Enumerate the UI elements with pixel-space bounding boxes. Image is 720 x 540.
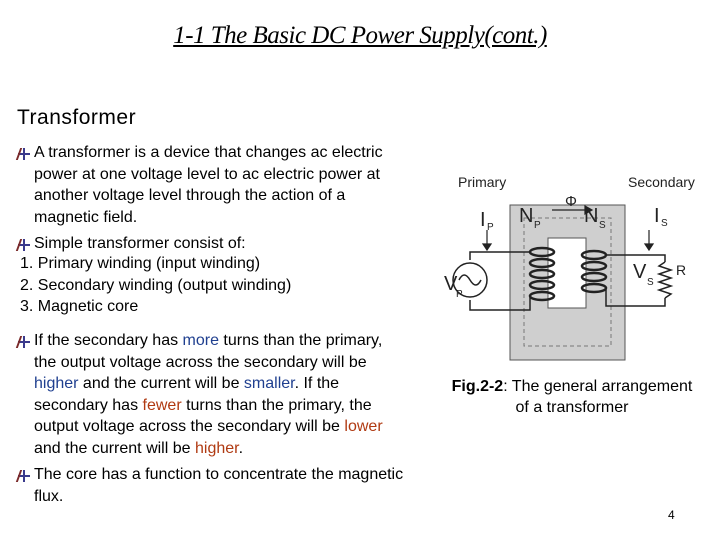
secondary-label: Secondary (628, 174, 695, 190)
text-line: flux. (34, 487, 64, 505)
text-line: output voltage across the secondary will be lower (34, 418, 383, 435)
bullet-icon (18, 470, 30, 482)
ip-label: I (480, 209, 486, 231)
resistor-icon (659, 262, 671, 298)
bullet-core-function (34, 464, 403, 507)
text-line: another voltage level through the action of a (34, 187, 346, 204)
vp-label: V (444, 273, 458, 295)
text-line: power at one voltage level to ac electric power at (34, 165, 380, 183)
slide-title: 1-1 The Basic DC Power Supply(cont.) (173, 22, 547, 49)
text-line: secondary has fewer turns than the primary, the (34, 396, 372, 414)
text-line: A transformer is a device that changes ac electric (34, 144, 383, 161)
ip-arrowhead-icon (483, 244, 491, 250)
figure-caption (432, 376, 712, 418)
vs-label: V (633, 261, 647, 283)
list-item: 3. Magnetic core (20, 298, 139, 315)
text-line: higher and the current will be smaller. If the (34, 375, 340, 392)
primary-label: Primary (458, 174, 507, 190)
r-label: R (676, 262, 687, 278)
text-line: the output voltage across the secondary will be (34, 353, 367, 371)
flux-symbol: Φ (565, 193, 577, 210)
bullet-transformer-definition (34, 142, 383, 228)
text-line: and the current will be higher. (34, 439, 244, 457)
list-item: 2. Secondary winding (output winding) (20, 277, 292, 294)
np-subscript: P (534, 220, 541, 231)
text-line: magnetic field. (34, 208, 138, 226)
text-line: If the secondary has more turns than the primary, (34, 332, 383, 349)
is-arrowhead-icon (645, 244, 653, 250)
text-line: Simple transformer consist of: (34, 235, 246, 252)
text-line: The core has a function to concentrate the magnetic (34, 466, 404, 483)
section-heading: Transformer (17, 106, 137, 129)
caption-line: of a transformer (515, 399, 629, 416)
ns-label: N (584, 205, 599, 227)
bullet-transformer-parts (34, 233, 246, 255)
list-item: 1. Primary winding (input winding) (20, 255, 261, 272)
is-subscript: S (661, 218, 668, 229)
bullet-icon (18, 148, 30, 160)
np-label: N (519, 205, 534, 227)
vs-subscript: S (647, 277, 654, 288)
page-number: 4 (668, 508, 675, 522)
vp-subscript: P (456, 289, 463, 300)
bullet-turns-ratio (34, 330, 383, 459)
caption-line: Fig.2-2: The general arrangement (451, 378, 693, 395)
transformer-diagram (440, 160, 695, 365)
bullet-icon (18, 336, 30, 348)
ns-subscript: S (599, 220, 606, 231)
is-label: I (654, 205, 660, 227)
bullet-icon (18, 239, 30, 251)
ip-subscript: P (487, 222, 494, 233)
